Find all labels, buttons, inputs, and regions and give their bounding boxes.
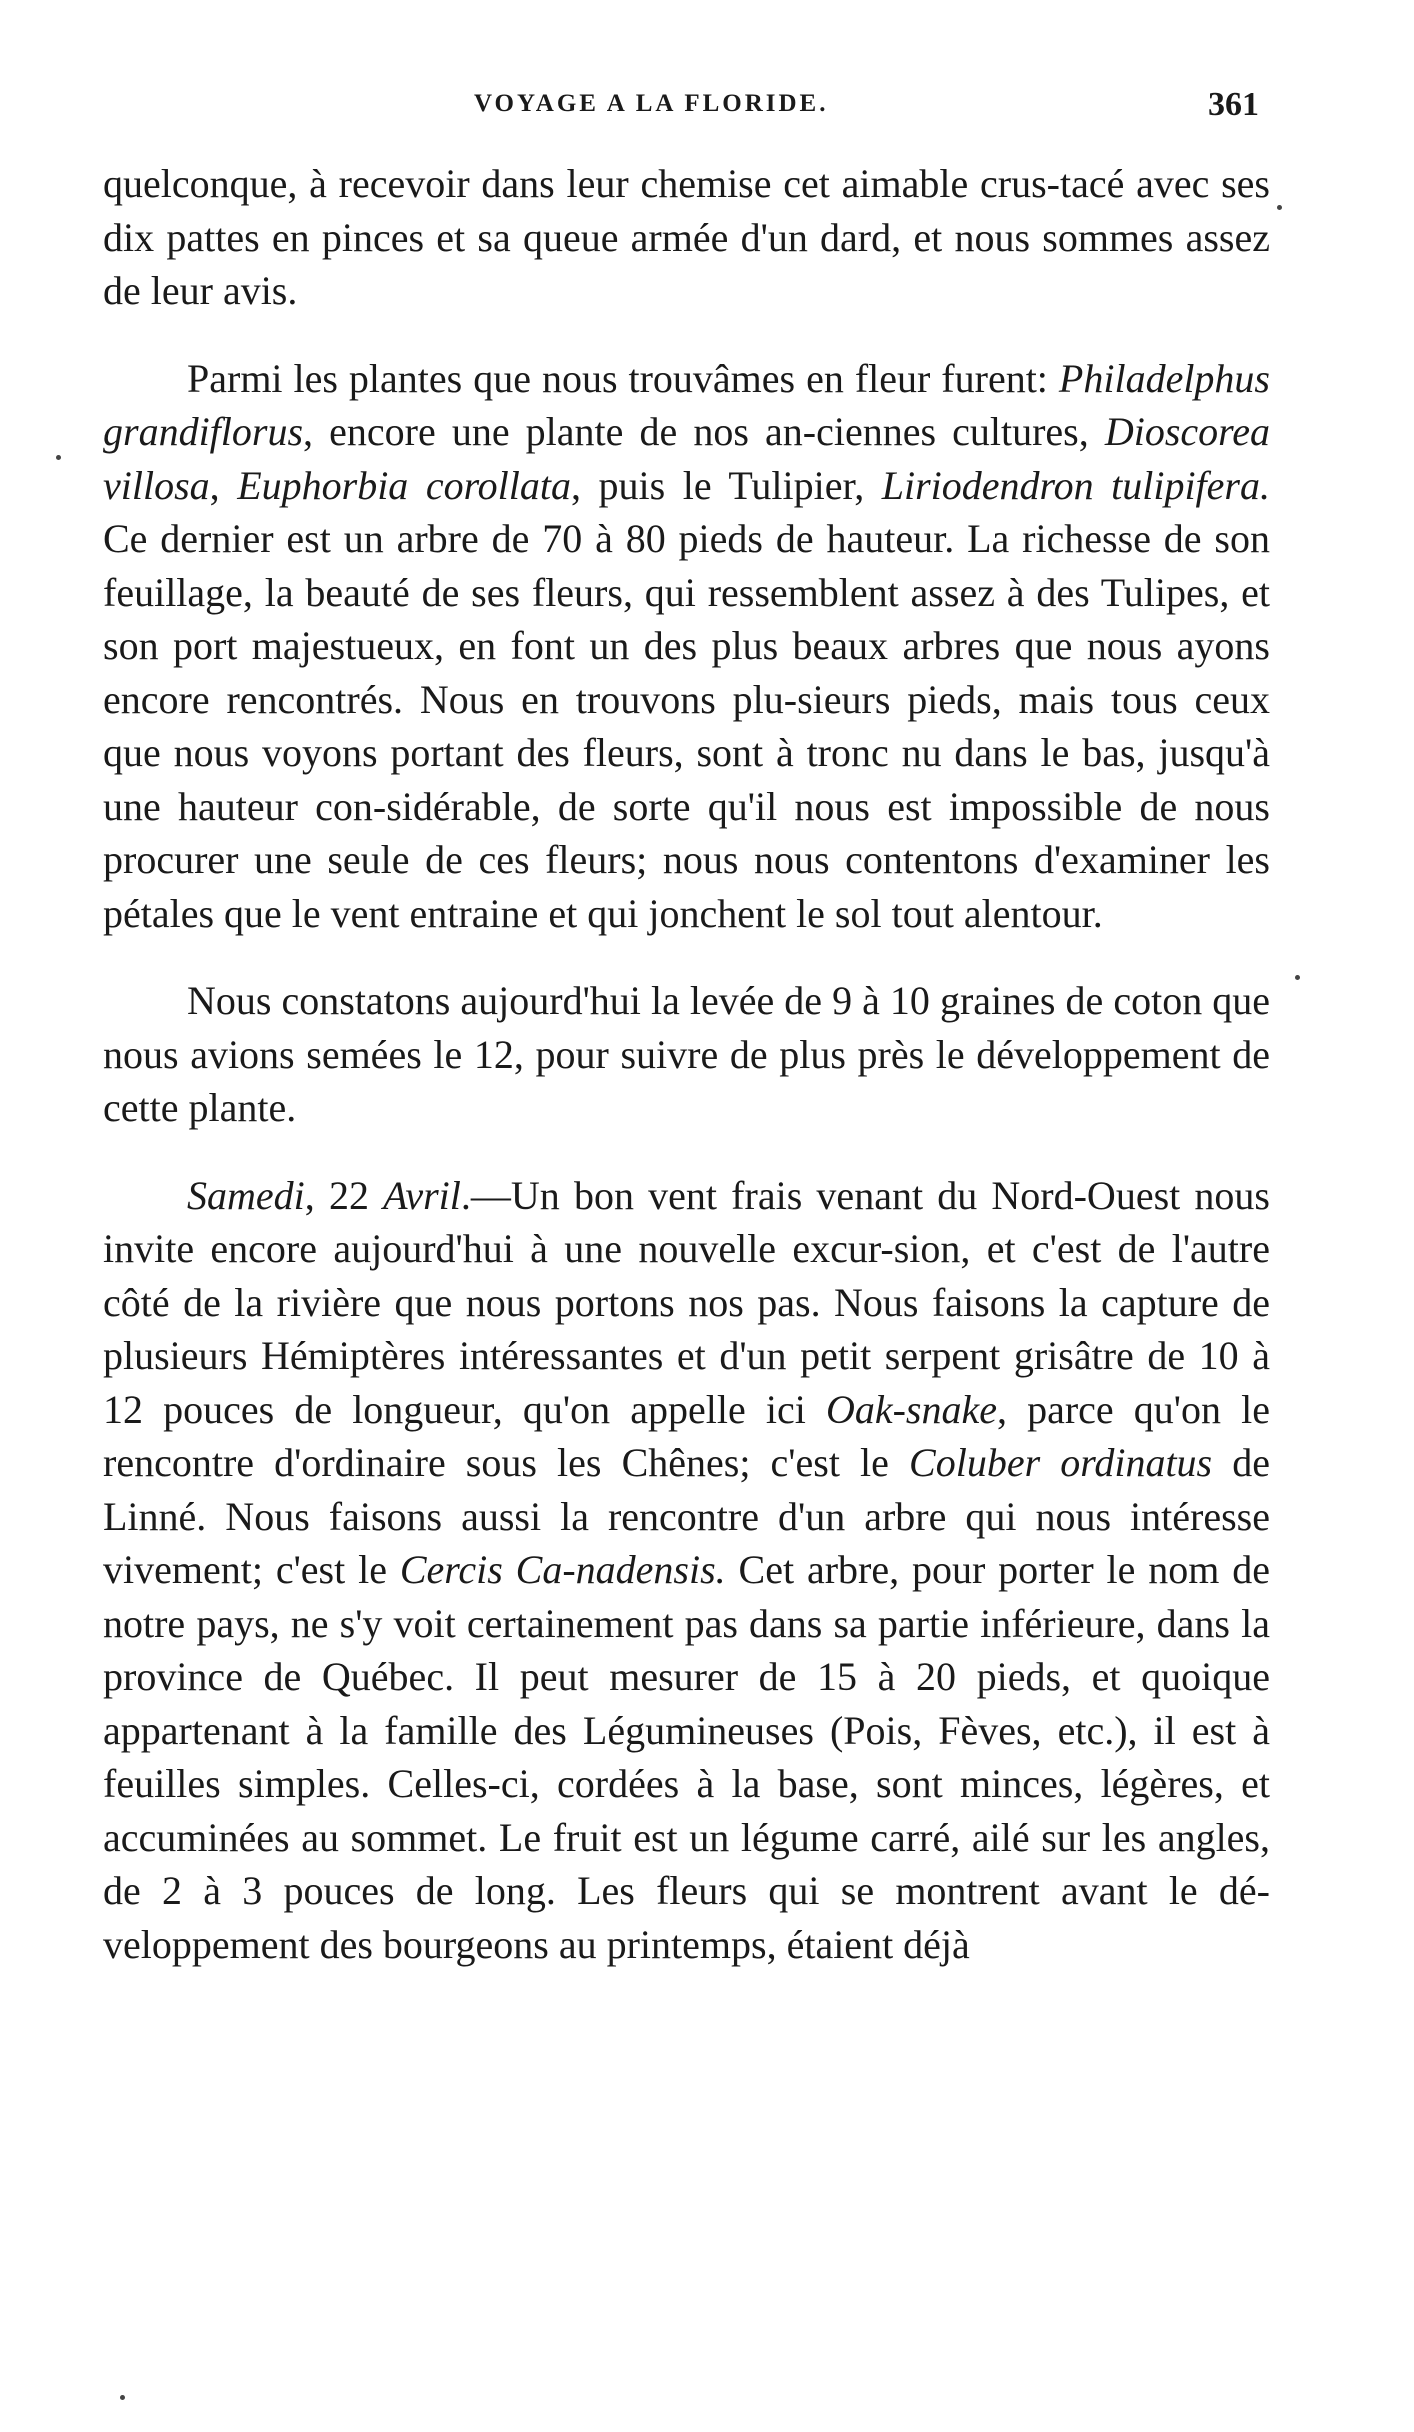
date-month: Avril — [383, 1172, 461, 1218]
print-speck — [56, 455, 61, 460]
text-segment: Parmi les plantes que nous trouvâmes en fleur furent: — [187, 355, 1059, 401]
text-segment: , encore une plante de nos an-ciennes cultures, — [303, 409, 1105, 454]
text-segment: .—Un bon vent frais venant du Nord-Ouest nous invite encore aujourd'hui à une nouvelle excur-sion, et c'est de l'autre côté de la rivière que nous portons nos pas. Nous faisons la capture de plusieurs Hémiptères intéressantes et d'un petit serpent grisâtre de 10 à 12 pouces de longueur, qu'on appelle ici — [103, 1172, 1270, 1432]
text-segment: Cet arbre, pour porter le nom de notre pays, ne s'y voit certainement pas dans sa partie inférieure, dans la province de Québec. Il peut mesurer de 15 à 20 pieds, et quoique appartenant à la famille des Légumineuses (Pois, Fèves, etc.), il est à feuilles simples. Celles-ci, cordées à la base, sont minces, légères, et accuminées au sommet. Le fruit est un légume carré, ailé sur les angles, de 2 à 3 pouces de long. Les fleurs qui se montrent avant le dé-veloppement des bourgeons au printemps, étaient déjà — [103, 1547, 1270, 1967]
text-segment: de Linné. Nous faisons aussi la rencontre d'un arbre qui nous intéresse vivement; c'est le — [103, 1440, 1270, 1592]
paragraph-1 — [103, 157, 1270, 318]
species-name: Euphorbia corollata — [237, 462, 571, 508]
print-speck — [1277, 205, 1282, 210]
date-day: Samedi — [187, 1172, 305, 1218]
paragraph-3 — [103, 974, 1270, 1135]
running-head — [0, 86, 1414, 126]
running-title: VOYAGE A LA FLORIDE. — [474, 90, 829, 117]
text-segment: Nous constatons aujourd'hui la levée de 9 à 10 graines de coton que nous avions semées le 12, pour suivre de plus près le développement de cette plante. — [103, 978, 1270, 1130]
species-name: Oak-snake — [825, 1386, 997, 1432]
species-name: Cercis Ca-nadensis. — [399, 1547, 726, 1592]
text-segment: quelconque, à recevoir dans leur chemise cet aimable crus-tacé avec ses dix pattes en pinces et sa queue armée d'un dard, et nous sommes assez de leur avis. — [103, 161, 1270, 313]
text-segment: , 22 — [304, 1172, 384, 1218]
paragraph-2 — [103, 352, 1270, 941]
species-name: Philadelphus grandiflorus — [103, 355, 1270, 454]
body-text — [103, 157, 1270, 1971]
page-number: 361 — [1208, 86, 1259, 123]
print-speck — [1295, 975, 1300, 980]
text-segment: , — [209, 462, 238, 508]
species-name: Liriodendron tulipifera. — [881, 462, 1270, 508]
text-segment: Ce dernier est un arbre de 70 à 80 pieds de hauteur. La richesse de son feuillage, la beauté de ses fleurs, qui ressemblent assez à des Tulipes, et son port majestueux, en font un des plus beaux arbres que nous ayons encore rencontrés. Nous en trouvons plu-sieurs pieds, mais tous ceux que nous voyons portant des fleurs, sont à tronc nu dans le bas, jusqu'à une hauteur con-sidérable, de sorte qu'il nous est impossible de nous procurer une seule de ces fleurs; nous nous contentons d'examiner les pétales que le vent entraine et qui jonchent le sol tout alentour. — [103, 516, 1270, 936]
species-name: Coluber ordinatus — [909, 1440, 1213, 1485]
text-segment: , puis le Tulipier, — [571, 462, 882, 508]
text-segment: , parce qu'on le rencontre d'ordinaire sous les Chênes; c'est le — [103, 1386, 1271, 1485]
species-name: Dioscorea villosa — [103, 409, 1270, 508]
print-speck — [120, 2395, 125, 2400]
paragraph-4 — [103, 1169, 1270, 1972]
